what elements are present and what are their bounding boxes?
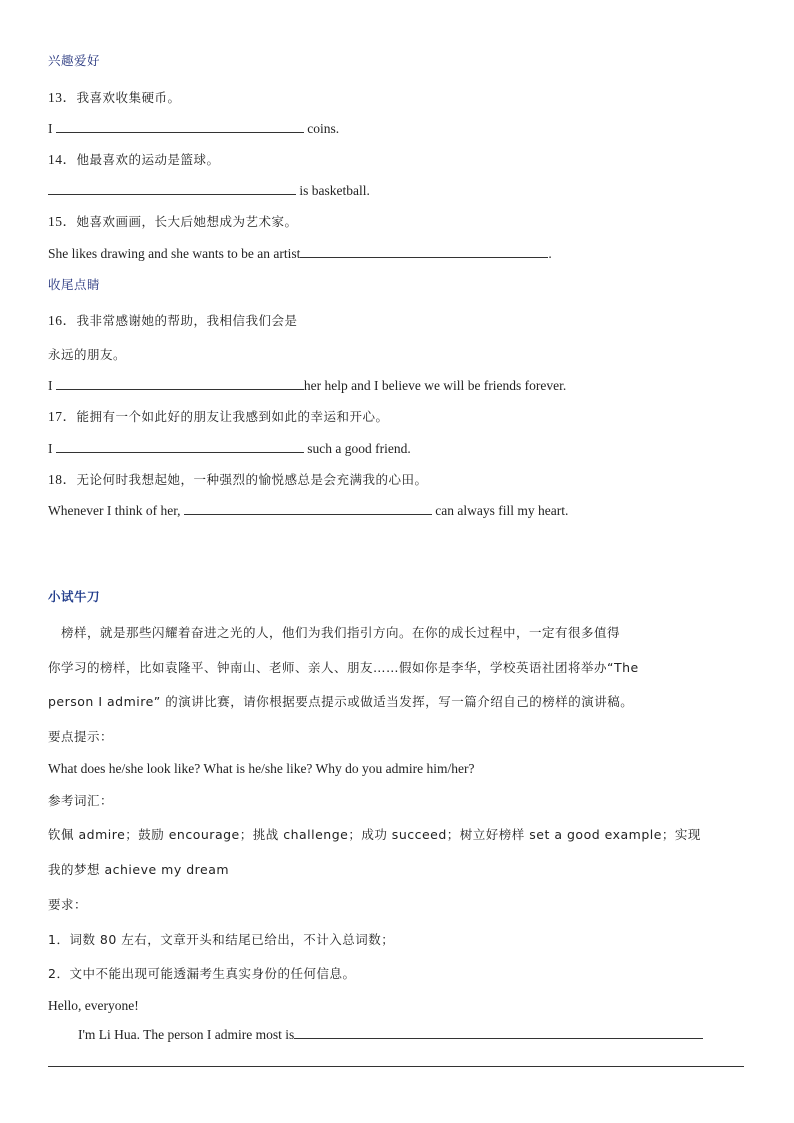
essay-opening	[78, 1026, 703, 1044]
question-number: 17．	[48, 409, 77, 424]
answer-blank[interactable]	[56, 377, 304, 390]
section-heading-ending: 收尾点睛	[48, 277, 101, 292]
answer-suffix: can always fill my heart.	[431, 503, 569, 518]
answer-blank[interactable]	[56, 440, 304, 453]
question-18	[48, 471, 428, 489]
answer-prefix: She likes drawing and she wants to be an artist	[48, 246, 301, 261]
question-13	[48, 89, 181, 107]
essay-opening-text: I'm Li Hua. The person I admire most is	[78, 1027, 295, 1042]
question-prompt: 我非常感谢她的帮助，我相信我们会是	[76, 313, 298, 328]
answer-prefix: I	[48, 378, 53, 393]
key-points-label: 要点提示：	[48, 729, 114, 744]
answer-line-16	[48, 377, 566, 395]
vocabulary-label: 参考词汇：	[48, 793, 114, 808]
question-prompt: 他最喜欢的运动是篮球。	[76, 152, 220, 167]
question-prompt: 我喜欢收集硬币。	[76, 90, 181, 105]
requirement-1: 1．词数 80 左右，文章开头和结尾已给出，不计入总词数；	[48, 932, 395, 947]
answer-suffix: her help and I believe we will be friends forever.	[303, 378, 567, 393]
answer-line-13	[48, 120, 339, 138]
key-points: What does he/she look like? What is he/she like? Why do you admire him/her?	[48, 761, 475, 776]
prompt-paragraph-line-1: 榜样，就是那些闪耀着奋进之光的人，他们为我们指引方向。在你的成长过程中，一定有很多值得	[48, 625, 621, 640]
question-16	[48, 312, 298, 330]
answer-suffix: such a good friend.	[303, 441, 411, 456]
answer-line-14	[48, 182, 370, 200]
question-17	[48, 408, 389, 426]
question-15	[48, 213, 298, 231]
answer-blank[interactable]	[300, 245, 548, 258]
essay-blank[interactable]	[294, 1026, 703, 1039]
answer-prefix: Whenever I think of her,	[48, 503, 181, 518]
answer-suffix: .	[548, 246, 552, 261]
section-heading-practice: 小试牛刀	[48, 589, 101, 604]
answer-blank[interactable]	[184, 502, 432, 515]
vocabulary-line-1: 钦佩 admire；鼓励 encourage；挑战 challenge；成功 succeed；树立好榜样 set a good example；实现	[48, 827, 701, 842]
question-number: 13．	[48, 90, 77, 105]
question-16-continued: 永远的朋友。	[48, 347, 127, 362]
question-prompt: 能拥有一个如此好的朋友让我感到如此的幸运和开心。	[76, 409, 389, 424]
answer-suffix: is basketball.	[296, 183, 370, 198]
essay-greeting: Hello, everyone!	[48, 998, 139, 1013]
essay-writing-line[interactable]	[48, 1066, 744, 1067]
prompt-paragraph-line-2: 你学习的榜样，比如袁隆平、钟南山、老师、亲人、朋友……假如你是李华，学校英语社团将举办“The	[48, 660, 639, 675]
answer-line-17	[48, 440, 411, 458]
answer-suffix: coins.	[303, 121, 340, 136]
answer-line-18	[48, 502, 568, 520]
section-heading-interests: 兴趣爱好	[48, 53, 101, 68]
answer-line-15	[48, 245, 552, 263]
question-number: 18．	[48, 472, 77, 487]
question-14	[48, 151, 220, 169]
question-number: 14．	[48, 152, 77, 167]
vocabulary-line-2: 我的梦想 achieve my dream	[48, 862, 230, 877]
question-number: 16．	[48, 313, 77, 328]
answer-blank[interactable]	[48, 182, 296, 195]
question-prompt: 无论何时我想起她，一种强烈的愉悦感总是会充满我的心田。	[76, 472, 428, 487]
answer-prefix: I	[48, 121, 53, 136]
prompt-paragraph-line-3: person I admire” 的演讲比赛，请你根据要点提示或做适当发挥，写一篇介绍自己的榜样的演讲稿。	[48, 694, 634, 709]
answer-prefix: I	[48, 441, 53, 456]
answer-blank[interactable]	[56, 120, 304, 133]
requirement-2: 2．文中不能出现可能透漏考生真实身份的任何信息。	[48, 966, 356, 981]
question-number: 15．	[48, 214, 77, 229]
question-prompt: 她喜欢画画，长大后她想成为艺术家。	[76, 214, 298, 229]
requirements-label: 要求：	[48, 897, 88, 912]
